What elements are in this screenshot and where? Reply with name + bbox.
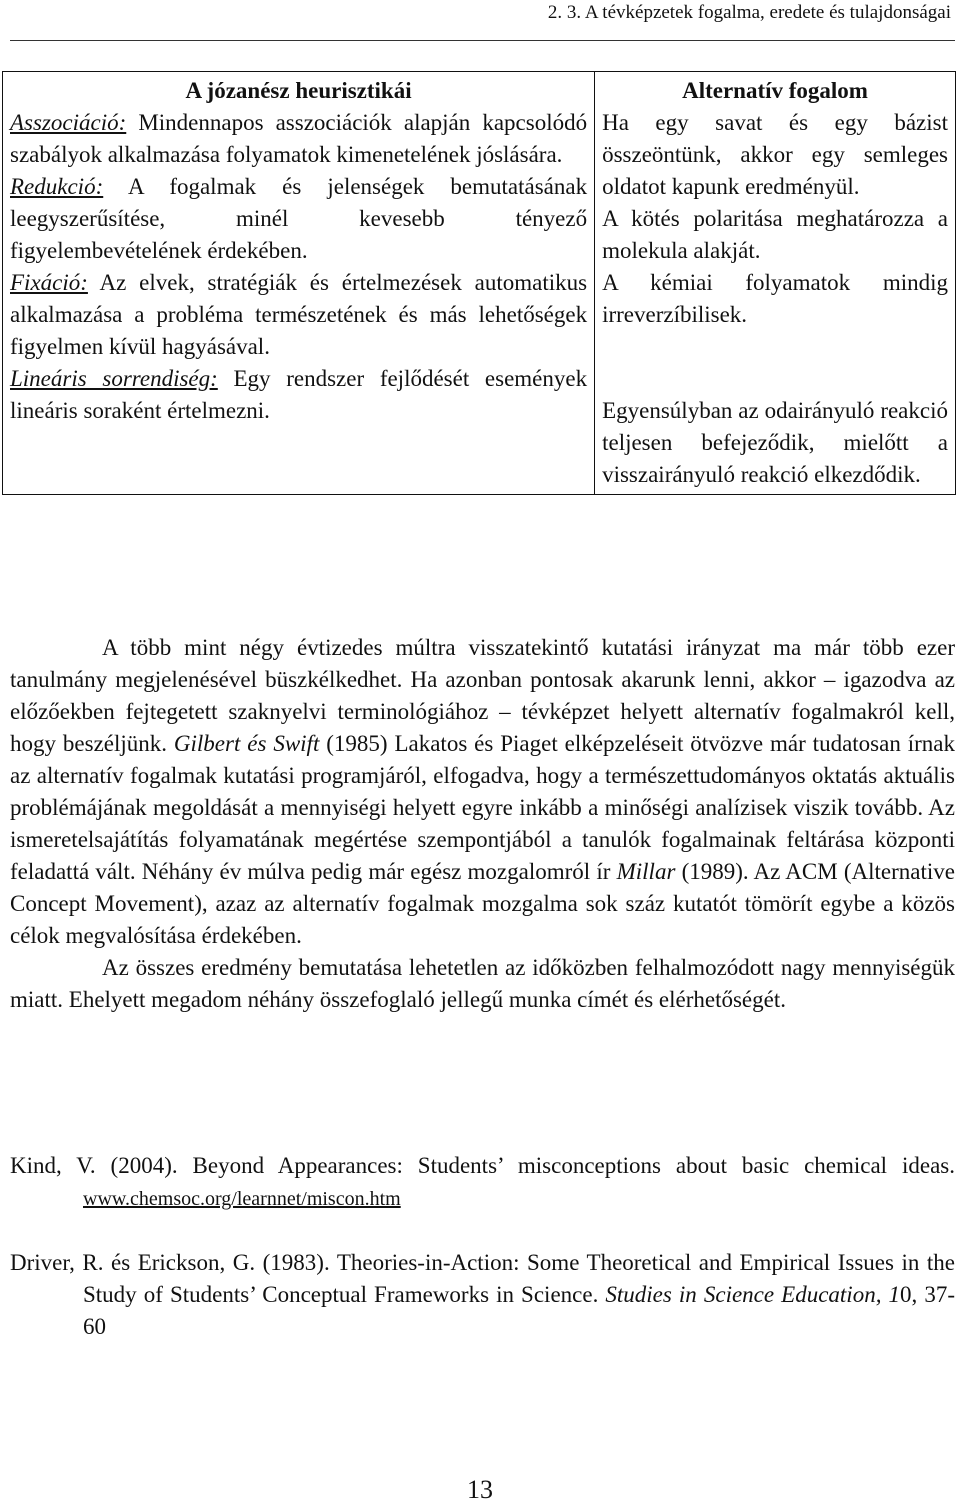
reference-list: [10, 1247, 955, 1343]
paragraph: [10, 632, 955, 952]
running-header: [10, 0, 955, 41]
heuristic-term: Asszociáció:: [10, 110, 127, 135]
alternative-concept: Egyensúlyban az odairányuló reakció teljesen befejeződik, mielőtt a visszairányuló reakció elkezdődik.: [602, 398, 948, 487]
reference-link[interactable]: www.chemsoc.org/learnnet/miscon.htm: [83, 1188, 401, 1210]
heuristic-definition: Mindennapos asszociációk alapján kapcsolódó szabályok alkalmazása folyamatok kimenetelének jóslására.: [10, 110, 588, 167]
reference-list: [10, 1150, 955, 1215]
alternative-concept: Ha egy savat és egy bázist összeöntünk, akkor egy semleges oldatot kapunk eredményül.: [602, 110, 948, 199]
heuristics-table: [2, 71, 956, 495]
heuristic-definition: Az elvek, stratégiák és értelmezések automatikus alkalmazása a probléma természetének és más lehetőségek figyelmen kívül hagyásával.: [10, 270, 588, 359]
reference-journal: Studies in Science Education, 1: [605, 1282, 901, 1307]
heuristic-term: Fixáció:: [10, 270, 88, 295]
reference-text: Kind, V. (2004). Beyond Appearances: Students’ misconceptions about basic chemical ideas.: [10, 1153, 955, 1178]
heuristic-term: Lineáris sorrendiség:: [10, 366, 218, 391]
alternative-concept: A kötés polaritása meghatározza a molekula alakját.: [602, 206, 948, 263]
heuristic-item: [10, 171, 587, 267]
alternative-concept: A kémiai folyamatok mindig irreverzíbilisek.: [602, 270, 948, 327]
body-text: [10, 632, 955, 1016]
table-row: [3, 72, 956, 495]
reference-text: Driver, R. és Erickson, G. (1983). Theories-in-Action: Some Theoretical and Empirical Issues in the Study of Students’ Conceptual Frameworks in Science.: [10, 1250, 955, 1307]
heuristic-definition: Egy rendszer fejlődését események lineáris soraként értelmezni.: [10, 366, 588, 423]
paragraph: Az összes eredmény bemutatása lehetetlen az időközben felhalmozódott nagy mennyiségük miatt. Ehelyett megadom néhány összefoglaló jellegű munka címét és elérhetőségét.: [10, 955, 955, 1012]
header-title: 2. 3. A tévképzetek fogalma, eredete és tulajdonságai: [547, 2, 951, 23]
reference-pages: 0, 37-60: [83, 1282, 955, 1339]
reference-entry: [10, 1150, 955, 1215]
reference-entry: [10, 1247, 955, 1343]
heuristic-definition: A fogalmak és jelenségek bemutatásának leegyszerűsítése, minél kevesebb tényező figyelembevételének érdekében.: [10, 174, 588, 263]
cited-author: Millar: [616, 859, 676, 884]
left-column-heading: A józanész heurisztikái: [185, 78, 412, 103]
heuristic-item: [10, 107, 587, 171]
left-column-cell: [3, 72, 595, 495]
heuristic-item: [10, 267, 587, 363]
right-column-heading: Alternatív fogalom: [682, 78, 868, 103]
cited-author: Gilbert és Swift: [173, 731, 320, 756]
paragraph-text: (1989). Az ACM (Alternative Concept Movement), azaz az alternatív fogalmak mozgalma sok száz kutatót tömörít egybe a közös célok megvalósítása érdekében.: [10, 859, 955, 948]
paragraph-text: A több mint négy évtizedes múltra visszatekintő kutatási irányzat ma már több ezer tanulmány megjelenésével büszkélkedhet. Ha azonban pontosak akarunk lenni, akkor – igazodva az előzőekben fejtegetett szaknyelvi terminológiához – tévképzet helyett alternatív fogalmakról kell, hogy beszéljünk.: [10, 635, 955, 756]
page-number: 13: [467, 1475, 493, 1504]
paragraph-text: (1985) Lakatos és Piaget elképzeléseit ötvözve már tudatosan írnak az alternatív fogalmak kutatási programjáról, elfogadva, hogy a természettudományos oktatás aktuális problémájának megoldását a mennyiségi helyett egyre inkább a minőségi analízisek viszik tovább. Az ismeretelsajátítás folyamatának megértése szempontjából a tanulók fogalmainak feltárása központi feladattá vált. Néhány év múlva pedig már egész mozgalomról ír: [10, 731, 955, 884]
heuristic-item: [10, 363, 587, 427]
spacer: [602, 331, 948, 395]
heuristic-term: Redukció:: [10, 174, 104, 199]
right-column-cell: [595, 72, 956, 495]
